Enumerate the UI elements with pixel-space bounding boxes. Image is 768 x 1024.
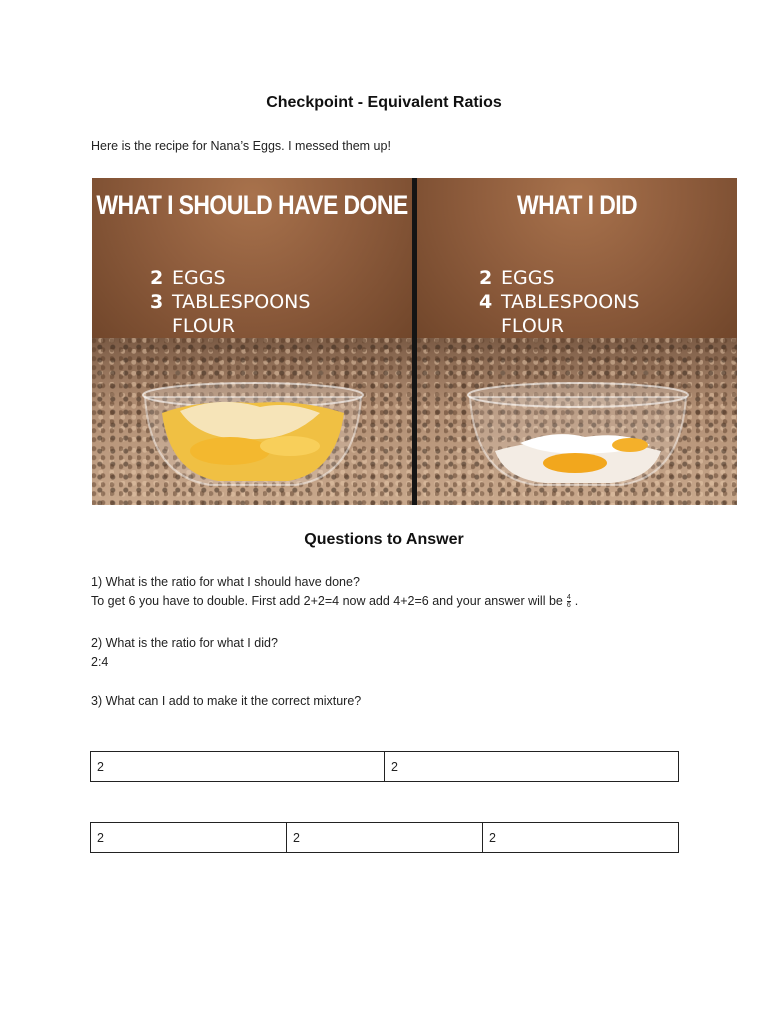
intro-text: Here is the recipe for Nana’s Eggs. I messed them up! [91,139,391,153]
table-cell[interactable]: 2 [483,823,679,853]
recipe-item: TABLESPOONS [501,291,640,313]
recipe-item: TABLESPOONS [172,291,311,313]
recipe-list [150,266,310,338]
answer-period: . [574,594,579,608]
table-cell[interactable]: 2 [91,823,287,853]
fraction-denominator: 6 [566,602,571,610]
table-cell[interactable]: 2 [91,752,385,782]
table-row [91,752,679,782]
recipe-item: EGGS [501,267,555,289]
question-text: 1) What is the ratio for what I should have done? [91,575,360,589]
bowl-flour-eggs-image [465,381,691,489]
panel-heading: WHAT I DID [516,189,638,220]
table-cell[interactable]: 2 [287,823,483,853]
recipe-qty: 3 [150,291,164,313]
bowl-mixed-eggs-image [140,381,366,489]
table-row [91,823,679,853]
answer-text: 2:4 [91,655,109,669]
fraction-numerator: 4 [566,594,571,602]
page-title: Checkpoint - Equivalent Ratios [266,94,502,111]
table-cell[interactable]: 2 [385,752,679,782]
question-3 [91,692,361,711]
recipe-qty: 2 [479,267,493,289]
questions-heading: Questions to Answer [304,531,464,548]
recipe-item: FLOUR [501,315,564,337]
recipe-list [479,266,639,338]
question-text: 3) What can I add to make it the correct mixture? [91,694,362,708]
photo-panel-what-i-did [417,178,737,505]
answer-table-1 [90,751,679,782]
question-text: 2) What is the ratio for what I did? [91,636,278,650]
recipe-qty: 2 [150,267,164,289]
answer-sentence: To get 6 you have to double. First add 2+2=4 now add 4+2=6 and your answer will be [91,594,563,608]
photo-panel-should-have-done [92,178,412,505]
fraction [567,594,571,609]
panel-heading: WHAT I SHOULD HAVE DONE [96,189,408,220]
answer-text [91,592,578,611]
recipe-item: EGGS [172,267,226,289]
recipe-qty: 4 [479,291,493,313]
question-2 [91,634,278,672]
question-1 [91,573,578,611]
recipe-item: FLOUR [172,315,235,337]
answer-table-2 [90,822,679,853]
recipe-photo [92,178,737,505]
